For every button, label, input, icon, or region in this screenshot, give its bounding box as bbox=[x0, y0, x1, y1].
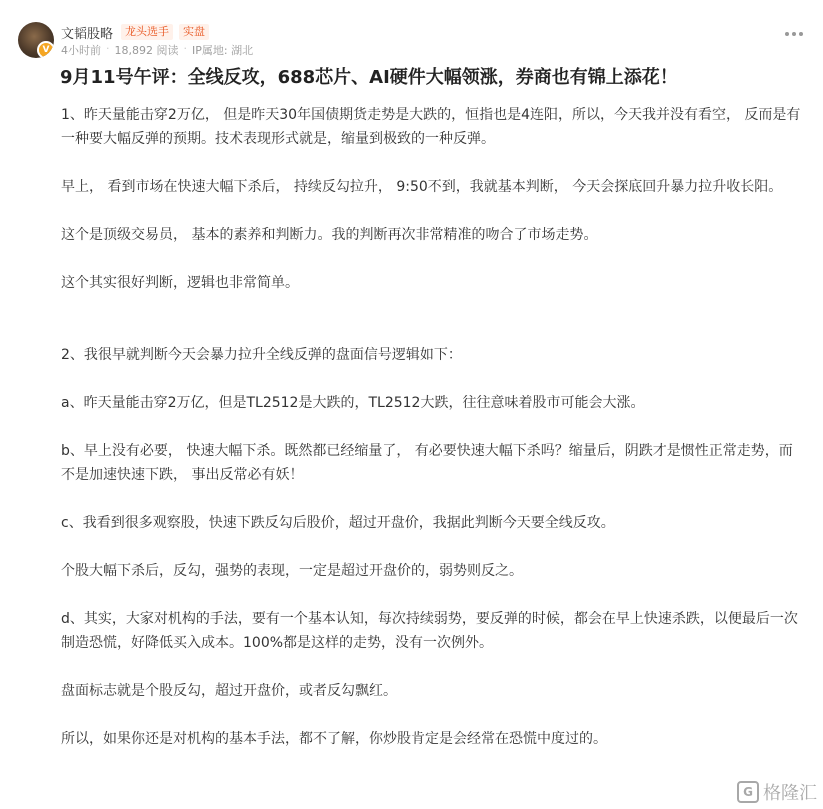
avatar[interactable] bbox=[18, 22, 54, 58]
verified-badge-icon: V bbox=[37, 41, 54, 58]
view-count: 18,892 阅读 bbox=[114, 44, 179, 57]
paragraph: 这个是顶级交易员， 基本的素养和判断力。我的判断再次非常精准的吻合了市场走势。 bbox=[61, 227, 598, 243]
paragraph: d、其实，大家对机构的手法，要有一个基本认知，每次持续弱势，要反弹的时候，都会在早上快速杀跌，以便最后一次制造恐慌，好降低买入成本。100%都是这样的走势，没有一次例外。 bbox=[61, 611, 798, 651]
author-tag: 实盘 bbox=[179, 24, 209, 40]
gelonghui-logo-icon: G bbox=[737, 781, 759, 803]
post-content bbox=[61, 103, 803, 751]
author-line bbox=[61, 23, 215, 41]
post-header bbox=[14, 18, 809, 60]
more-options-icon[interactable] bbox=[785, 32, 803, 38]
meta-separator: · bbox=[106, 42, 110, 55]
author-name[interactable]: 文韬股略 bbox=[61, 26, 114, 42]
paragraph: 个股大幅下杀后，反勾，强势的表现，一定是超过开盘价的，弱势则反之。 bbox=[61, 563, 523, 579]
paragraph: 盘面标志就是个股反勾，超过开盘价，或者反勾飘红。 bbox=[61, 683, 397, 699]
paragraph: 这个其实很好判断，逻辑也非常简单。 bbox=[61, 275, 299, 291]
author-tag: 龙头选手 bbox=[121, 24, 173, 40]
paragraph: c、我看到很多观察股，快速下跌反勾后股价，超过开盘价，我据此判断今天要全线反攻。 bbox=[61, 515, 615, 531]
post-time: 4小时前 bbox=[61, 44, 101, 57]
watermark bbox=[737, 779, 817, 805]
ip-location: IP属地: 湖北 bbox=[192, 44, 254, 57]
post-title: 9月11号午评：全线反攻，688芯片、AI硬件大幅领涨，券商也有锦上添花！ bbox=[60, 67, 678, 88]
paragraph: 早上， 看到市场在快速大幅下杀后， 持续反勾拉升， 9:50不到，我就基本判断， 今天会探底回升暴力拉升收长阳。 bbox=[61, 179, 783, 195]
paragraph: 1、昨天量能击穿2万亿， 但是昨天30年国债期货走势是大跌的，恒指也是4连阳，所以，今天我并没有看空， 反而是有一种要大幅反弹的预期。技术表现形式就是，缩量到极致的一种反弹。 bbox=[61, 107, 801, 147]
meta-separator: · bbox=[183, 42, 187, 55]
paragraph: 所以，如果你还是对机构的基本手法，都不了解，你炒股肯定是会经常在恐慌中度过的。 bbox=[61, 731, 607, 747]
paragraph: a、昨天量能击穿2万亿，但是TL2512是大跌的，TL2512大跌，往往意味着股市可能会大涨。 bbox=[61, 395, 645, 411]
post-meta bbox=[61, 42, 253, 58]
watermark-text: 格隆汇 bbox=[763, 783, 817, 804]
paragraph: 2、我很早就判断今天会暴力拉升全线反弹的盘面信号逻辑如下： bbox=[61, 347, 462, 363]
paragraph: b、早上没有必要， 快速大幅下杀。既然都已经缩量了， 有必要快速大幅下杀吗？缩量后，阴跌才是惯性正常走势，而不是加速快速下跌， 事出反常必有妖！ bbox=[61, 443, 793, 483]
